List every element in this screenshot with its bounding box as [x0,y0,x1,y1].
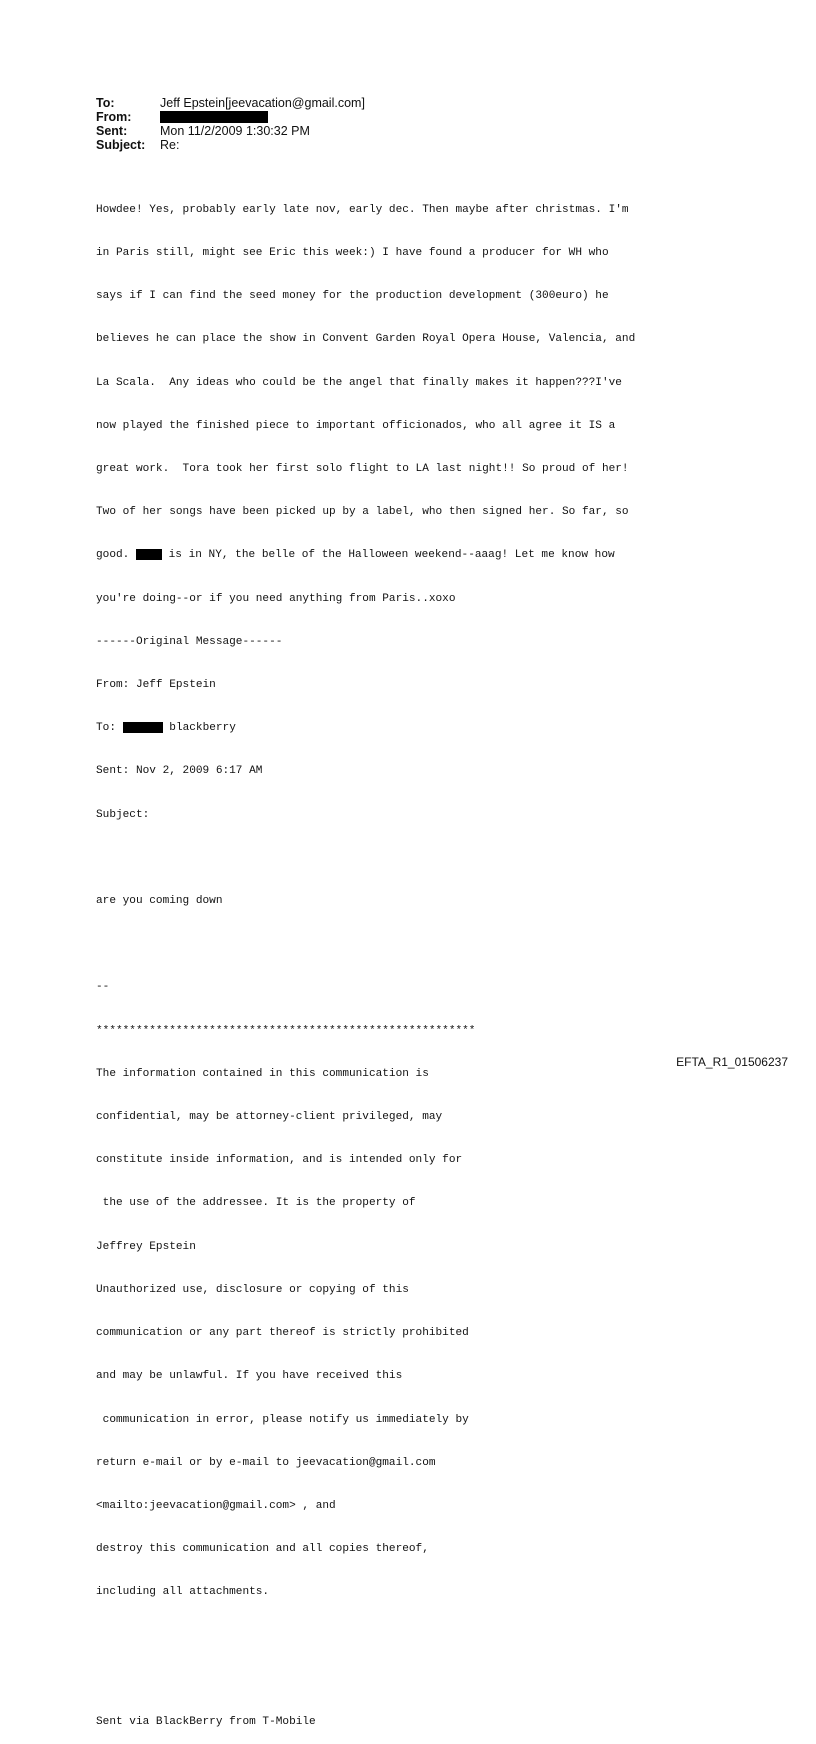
disclaimer-line: Unauthorized use, disclosure or copying of this [96,1283,409,1296]
sent-row [96,124,365,138]
subject-label: Subject: [96,138,146,152]
to-row [96,96,365,110]
asterisk-divider: ********************************************************* [96,1024,476,1037]
disclaimer-line: return e-mail or by e-mail to jeevacation@gmail.com [96,1456,436,1469]
subject-value: Re: [160,138,180,152]
body-text: is in NY, the belle of the Halloween weekend--aaag! Let me know how [161,549,615,562]
original-sent: Sent: Nov 2, 2009 6:17 AM [96,765,263,778]
body-line: says if I can find the seed money for the production development (300euro) he [96,290,609,303]
disclaimer-line: communication in error, please notify us immediately by [96,1413,469,1426]
body-line: great work. Tora took her first solo flight to LA last night!! So proud of her! [96,463,629,476]
body-line: now played the finished piece to important officionados, who all agree it IS a [96,419,616,432]
sent-value: Mon 11/2/2009 1:30:32 PM [160,124,310,138]
original-from: From: Jeff Epstein [96,679,216,692]
blank-line [96,937,635,951]
from-row [96,110,365,124]
disclaimer-line: the use of the addressee. It is the property of [96,1197,416,1210]
disclaimer-line: destroy this communication and all copies thereof, [96,1543,429,1556]
blank-line [96,1672,635,1686]
to-redaction [123,722,163,733]
disclaimer-line: including all attachments. [96,1586,270,1599]
body-line: La Scala. Any ideas who could be the angel that finally makes it happen???I've [96,376,622,389]
body-line: Howdee! Yes, probably early late nov, early dec. Then maybe after christmas. I'm [96,203,629,216]
from-label: From: [96,110,132,124]
disclaimer-line: confidential, may be attorney-client privileged, may [96,1111,443,1124]
disclaimer-line: and may be unlawful. If you have received this [96,1370,403,1383]
body-text: good. [96,549,136,562]
disclaimer-line: communication or any part thereof is strictly prohibited [96,1327,469,1340]
body-line: you're doing--or if you need anything from Paris..xoxo [96,592,456,605]
name-redaction [136,549,162,560]
original-body: are you coming down [96,895,223,908]
blank-line [96,1629,635,1643]
body-line [96,548,635,562]
email-header [96,96,365,152]
subject-row [96,138,365,152]
blank-line [96,851,635,865]
disclaimer-line: The information contained in this communication is [96,1067,429,1080]
body-line: Two of her songs have been picked up by a label, who then signed her. So far, so [96,506,629,519]
email-body [96,174,635,1744]
signature-separator: -- [96,981,110,994]
to-value: Jeff Epstein[jeevacation@gmail.com] [160,96,365,110]
document-id: EFTA_R1_01506237 [676,1055,788,1069]
original-to [96,721,635,735]
disclaimer-line: <mailto:jeevacation@gmail.com> , and [96,1499,336,1512]
body-text: To: [96,722,123,735]
disclaimer-line: constitute inside information, and is intended only for [96,1154,463,1167]
body-line: in Paris still, might see Eric this week:) I have found a producer for WH who [96,247,609,260]
original-subject: Subject: [96,808,150,821]
to-label: To: [96,96,115,110]
body-text: blackberry [162,722,236,735]
sent-label: Sent: [96,124,128,138]
original-message-divider: ------Original Message------ [96,635,283,648]
from-redaction [160,111,268,123]
body-line: believes he can place the show in Convent Garden Royal Opera House, Valencia, and [96,333,636,346]
disclaimer-line: Jeffrey Epstein [96,1240,196,1253]
sent-via-signature: Sent via BlackBerry from T-Mobile [96,1715,316,1728]
